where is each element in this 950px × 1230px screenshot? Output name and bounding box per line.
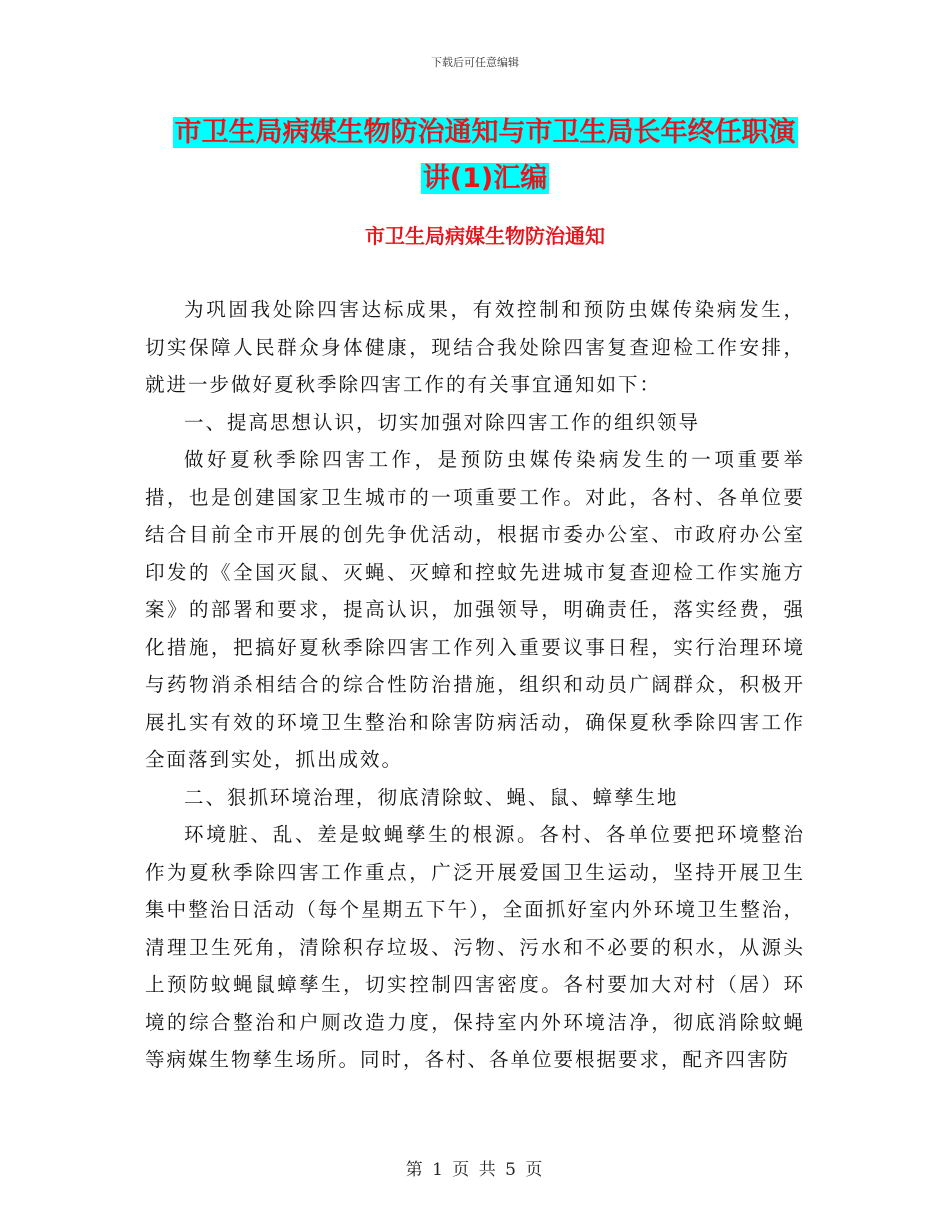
document-title — [145, 110, 825, 202]
document-title-line-2: 讲(1)汇编 — [422, 163, 548, 194]
heading-item-2: 二、狠抓环境治理，彻底清除蚊、蝇、鼠、蟑孳生地 — [184, 785, 679, 809]
paragraph-intro: 为巩固我处除四害达标成果，有效控制和预防虫媒传染病发生，切实保障人民群众身体健康，现结合我处除四害复查迎检工作安排，就进一步做好夏秋季除四害工作的有关事宜通知如下： — [145, 298, 805, 396]
section-title: 市卫生局病媒生物防治通知 — [365, 224, 605, 248]
paragraph-item-2: 环境脏、乱、差是蚊蝇孳生的根源。各村、各单位要把环境整治作为夏秋季除四害工作重点，广泛开展爱国卫生运动，坚持开展卫生集中整治日活动（每个星期五下午），全面抓好室内外环境卫生整治，清理卫生死角，清除积存垃圾、污物、污水和不必要的积水，从源头上预防蚊蝇鼠蟑孳生，切实控制四害密度。各村要加大对村（居）环境的综合整治和户厕改造力度，保持室内外环境洁净，彻底消除蚊蝇等病媒生物孳生场所。同时，各村、各单位要根据要求，配齐四害防 — [145, 823, 805, 1071]
page-header-note: 下载后可任意编辑 — [431, 56, 519, 69]
page-number-footer: 第 1 页 共 5 页 — [405, 1160, 545, 1180]
heading-item-1: 一、提高思想认识，切实加强对除四害工作的组织领导 — [184, 410, 701, 434]
paragraph-item-1: 做好夏秋季除四害工作，是预防虫媒传染病发生的一项重要举措，也是创建国家卫生城市的一项重要工作。对此，各村、各单位要结合目前全市开展的创先争优活动，根据市委办公室、市政府办公室印发的《全国灭鼠、灭蝇、灭蟑和控蚊先进城市复查迎检工作实施方案》的部署和要求，提高认识，加强领导，明确责任，落实经费，强化措施，把搞好夏秋季除四害工作列入重要议事日程，实行治理环境与药物消杀相结合的综合性防治措施，组织和动员广阔群众，积极开展扎实有效的环境卫生整治和除害防病活动，确保夏秋季除四害工作全面落到实处，抓出成效。 — [145, 448, 805, 771]
document-body — [145, 291, 805, 1079]
document-title-line-1: 市卫生局病媒生物防治通知与市卫生局长年终任职演 — [174, 117, 796, 148]
